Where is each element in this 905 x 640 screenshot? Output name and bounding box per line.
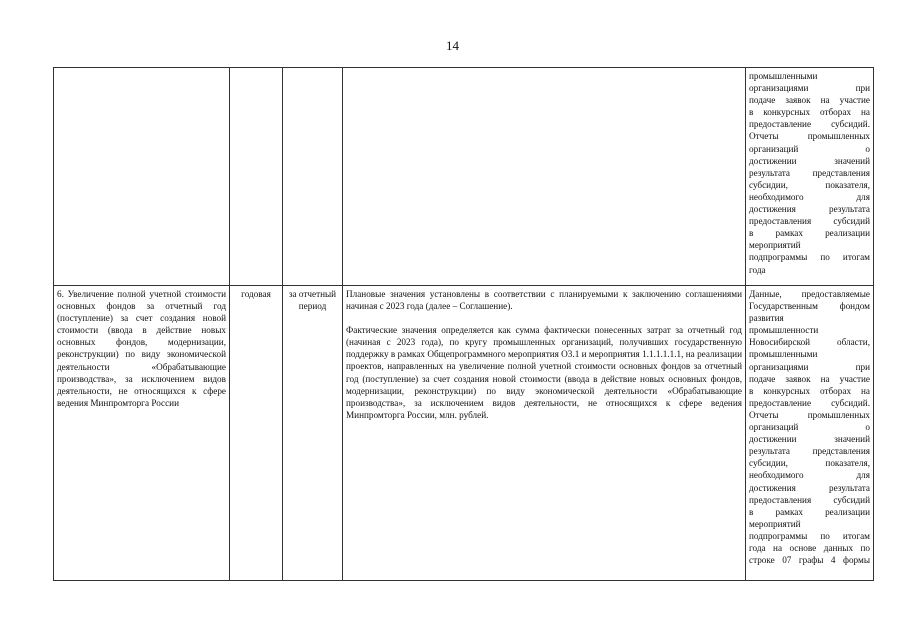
data-source-line: предоставление субсидий. bbox=[749, 397, 870, 408]
data-source-line: организаций о bbox=[749, 422, 870, 433]
calculation-method-cell bbox=[343, 286, 746, 581]
calculation-method-cell bbox=[343, 68, 746, 286]
data-source-line: мероприятий bbox=[749, 518, 801, 529]
data-source-line: достижения результата bbox=[749, 204, 870, 215]
data-source-line: в конкурсных отборах на bbox=[749, 107, 870, 118]
data-source-text bbox=[749, 70, 870, 276]
data-source-line: необходимого для bbox=[749, 470, 870, 481]
data-source-line: строке 07 графы 4 формы bbox=[749, 555, 870, 566]
data-source-line: промышленности bbox=[749, 325, 819, 336]
period-cell bbox=[283, 68, 343, 286]
data-source-line: подпрограммы по итогам bbox=[749, 530, 870, 541]
periodicity-cell: годовая bbox=[230, 286, 283, 581]
period-cell bbox=[283, 286, 343, 581]
indicator-table bbox=[53, 67, 874, 581]
data-source-line: организаций о bbox=[749, 143, 870, 154]
data-source-line: мероприятий bbox=[749, 240, 801, 251]
data-source-line: Отчеты промышленных bbox=[749, 409, 870, 420]
data-source-line: результата представления bbox=[749, 167, 870, 178]
planned-values-paragraph: Плановые значения установлены в соответствии с планируемыми к заключению соглашениями начиная с 2023 года (далее – Соглашение). bbox=[346, 289, 742, 312]
data-source-line: промышленными bbox=[749, 349, 818, 360]
data-source-line: подаче заявок на участие bbox=[749, 95, 870, 106]
period-text: за отчетный период bbox=[288, 289, 337, 312]
data-source-cell bbox=[746, 286, 874, 581]
data-source-line: достижении значений bbox=[749, 434, 870, 445]
data-source-line: Новосибирской области, bbox=[749, 337, 870, 348]
data-source-line: достижения результата bbox=[749, 482, 870, 493]
data-source-line: Отчеты промышленных bbox=[749, 131, 870, 142]
data-source-line: в рамках реализации bbox=[749, 228, 870, 239]
table-row bbox=[54, 286, 874, 581]
data-source-line: достижении значений bbox=[749, 155, 870, 166]
indicator-name-cell bbox=[54, 286, 230, 581]
page-number: 14 bbox=[446, 38, 459, 53]
data-source-line: субсидии, показателя, bbox=[749, 458, 870, 469]
data-source-line: необходимого для bbox=[749, 191, 870, 202]
data-source-line: Государственным фондом bbox=[749, 301, 870, 312]
data-source-line: организациями при bbox=[749, 83, 870, 94]
actual-values-paragraph: Фактические значения определяется как сумма фактически понесенных затрат за отчетный год (начиная с 2023 года), по кругу промышленных организаций, получивших государственную поддержку в рамках Общепрограммного мероприятия О3.1 и мероприятия 1.1.1.1.1.1, на реализации проектов, направленных на увеличение полной учетной стоимости основных фондов за отчетный год (поступление) за счет создания новой стоимости (ввода в действие новых основных фондов, модернизации, реконструкции) по виду экономической деятельности «Обрабатывающие производства», за исключением видов деятельности, не относящихся к сфере ведения Минпромторга России, млн. рублей. bbox=[346, 325, 742, 420]
data-source-line: промышленными bbox=[749, 71, 818, 81]
indicator-name: 6. Увеличение полной учетной стоимости основных фондов за отчетный год (поступление) за счет создания новой стоимости (ввода в действие новых основных фондов, модернизации, реконструкции) по виду экономической деятельности «Обрабатывающие производства», за исключением видов деятельности, не относящихся к сфере ведения Минпромторга России bbox=[57, 289, 226, 408]
data-source-line: в конкурсных отборах на bbox=[749, 385, 870, 396]
data-source-line: результата представления bbox=[749, 446, 870, 457]
data-source-line: субсидии, показателя, bbox=[749, 179, 870, 190]
data-source-line: года bbox=[749, 264, 766, 275]
table-row bbox=[54, 68, 874, 286]
data-source-line: предоставление субсидий. bbox=[749, 119, 870, 130]
data-source-line: подаче заявок на участие bbox=[749, 373, 870, 384]
data-source-line: развития bbox=[749, 313, 784, 324]
data-source-line: организациями при bbox=[749, 361, 870, 372]
data-source-cell bbox=[746, 68, 874, 286]
data-source-line: предоставления субсидий bbox=[749, 216, 870, 227]
data-source-line: года на основе данных по bbox=[749, 542, 870, 553]
data-source-line: Данные, предоставляемые bbox=[749, 289, 870, 299]
data-source-line: в рамках реализации bbox=[749, 506, 870, 517]
periodicity-cell bbox=[230, 68, 283, 286]
indicator-name-cell bbox=[54, 68, 230, 286]
data-source-line: подпрограммы по итогам bbox=[749, 252, 870, 263]
data-source-text bbox=[749, 288, 870, 566]
data-source-line: предоставления субсидий bbox=[749, 494, 870, 505]
